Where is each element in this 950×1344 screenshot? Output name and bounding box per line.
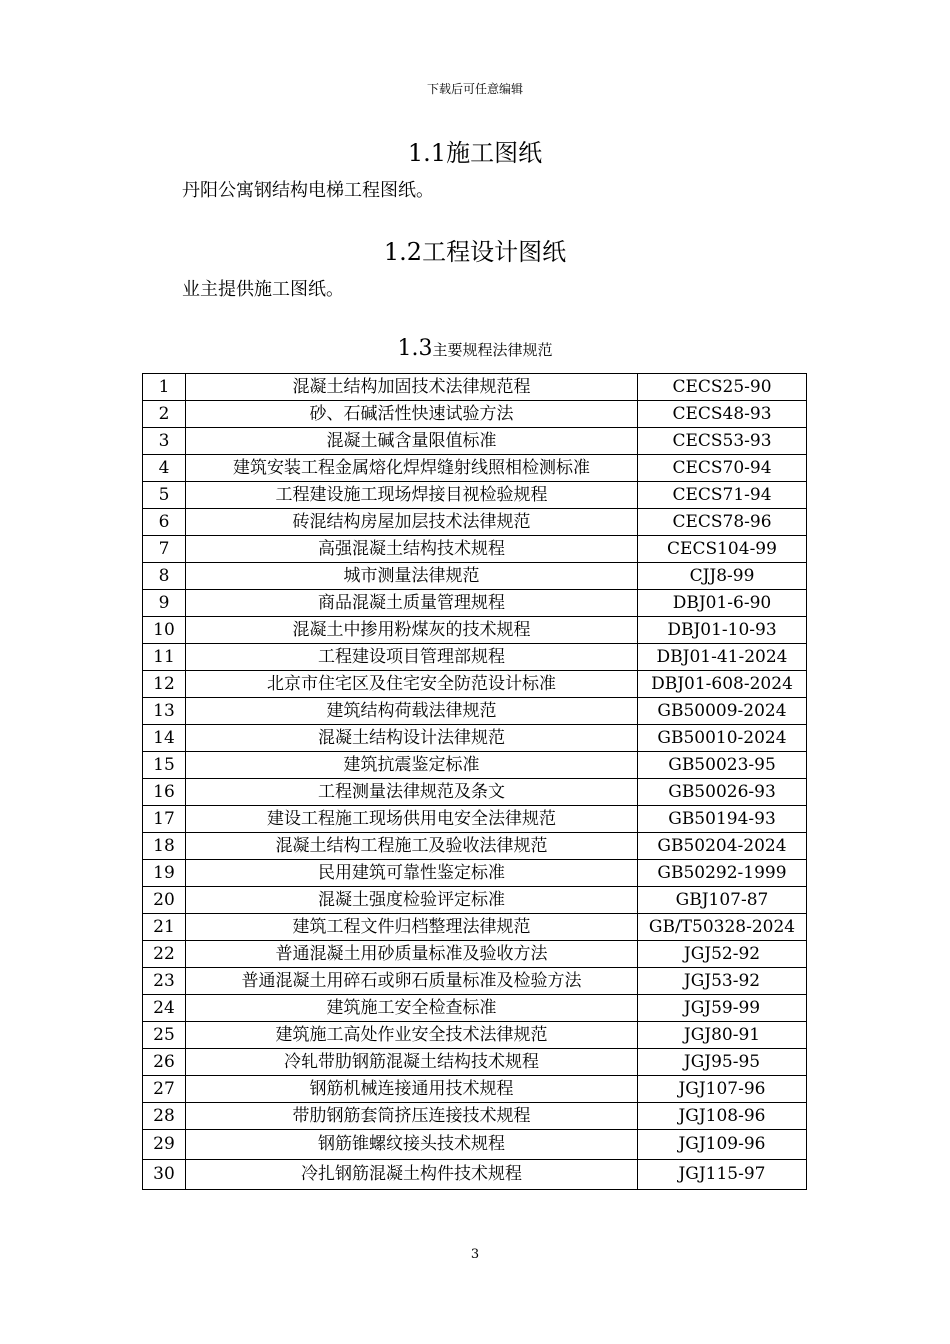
row-standard-code: CJJ8-99	[638, 563, 807, 590]
row-standard-name: 建筑施工高处作业安全技术法律规范	[186, 1022, 638, 1049]
row-standard-code: CECS70-94	[638, 455, 807, 482]
row-standard-name: 钢筋锥螺纹接头技术规程	[186, 1130, 638, 1160]
table-row	[143, 374, 807, 401]
row-standard-name: 混凝土中掺用粉煤灰的技术规程	[186, 617, 638, 644]
row-standard-name: 北京市住宅区及住宅安全防范设计标准	[186, 671, 638, 698]
row-index: 15	[143, 752, 186, 779]
table-row	[143, 1022, 807, 1049]
row-standard-code: GB50023-95	[638, 752, 807, 779]
row-standard-code: CECS71-94	[638, 482, 807, 509]
section-heading-1-1: 1.1施工图纸	[407, 139, 543, 167]
row-standard-code: GB50292-1999	[638, 860, 807, 887]
row-standard-code: JGJ107-96	[638, 1076, 807, 1103]
table-row	[143, 806, 807, 833]
standards-table-body	[143, 374, 807, 1190]
row-standard-name: 混凝土结构设计法律规范	[186, 725, 638, 752]
table-row	[143, 644, 807, 671]
table-title-number: 1.3	[397, 336, 433, 361]
row-standard-name: 混凝土结构工程施工及验收法律规范	[186, 833, 638, 860]
row-index: 1	[143, 374, 186, 401]
row-index: 16	[143, 779, 186, 806]
row-index: 30	[143, 1160, 186, 1190]
row-standard-code: DBJ01-608-2024	[638, 671, 807, 698]
row-standard-code: DBJ01-10-93	[638, 617, 807, 644]
row-standard-code: JGJ80-91	[638, 1022, 807, 1049]
row-standard-code: GBJ107-87	[638, 887, 807, 914]
row-standard-code: DBJ01-41-2024	[638, 644, 807, 671]
row-standard-code: CECS48-93	[638, 401, 807, 428]
table-row	[143, 860, 807, 887]
header-note: 下载后可任意编辑	[426, 82, 523, 96]
table-row	[143, 428, 807, 455]
row-standard-name: 混凝土结构加固技术法律规范程	[186, 374, 638, 401]
table-row	[143, 455, 807, 482]
row-standard-name: 城市测量法律规范	[186, 563, 638, 590]
row-index: 6	[143, 509, 186, 536]
row-index: 21	[143, 914, 186, 941]
section-body-1-1: 丹阳公寓钢结构电梯工程图纸。	[182, 180, 434, 201]
row-index: 5	[143, 482, 186, 509]
row-standard-name: 工程建设项目管理部规程	[186, 644, 638, 671]
table-row	[143, 482, 807, 509]
table-title-text: 主要规程法律规范	[432, 341, 553, 359]
row-standard-name: 普通混凝土用砂质量标准及验收方法	[186, 941, 638, 968]
row-standard-code: GB50010-2024	[638, 725, 807, 752]
table-row	[143, 617, 807, 644]
row-standard-code: GB50204-2024	[638, 833, 807, 860]
row-standard-name: 建设工程施工现场供用电安全法律规范	[186, 806, 638, 833]
table-row	[143, 887, 807, 914]
page-number: 3	[470, 1247, 480, 1262]
row-index: 29	[143, 1130, 186, 1160]
row-standard-name: 建筑工程文件归档整理法律规范	[186, 914, 638, 941]
table-row	[143, 941, 807, 968]
row-standard-name: 砖混结构房屋加层技术法律规范	[186, 509, 638, 536]
table-row	[143, 779, 807, 806]
row-index: 23	[143, 968, 186, 995]
row-standard-name: 带肋钢筋套筒挤压连接技术规程	[186, 1103, 638, 1130]
table-row	[143, 1103, 807, 1130]
row-standard-code: DBJ01-6-90	[638, 590, 807, 617]
row-standard-code: JGJ53-92	[638, 968, 807, 995]
table-row	[143, 563, 807, 590]
row-standard-code: JGJ95-95	[638, 1049, 807, 1076]
table-row	[143, 725, 807, 752]
row-standard-code: GB/T50328-2024	[638, 914, 807, 941]
table-row	[143, 536, 807, 563]
row-standard-code: CECS53-93	[638, 428, 807, 455]
row-index: 4	[143, 455, 186, 482]
row-standard-code: JGJ109-96	[638, 1130, 807, 1160]
row-index: 20	[143, 887, 186, 914]
table-row	[143, 1076, 807, 1103]
row-standard-name: 建筑抗震鉴定标准	[186, 752, 638, 779]
row-index: 14	[143, 725, 186, 752]
row-index: 28	[143, 1103, 186, 1130]
row-index: 2	[143, 401, 186, 428]
row-index: 12	[143, 671, 186, 698]
table-row	[143, 1049, 807, 1076]
row-standard-name: 工程建设施工现场焊接目视检验规程	[186, 482, 638, 509]
row-standard-name: 普通混凝土用碎石或卵石质量标准及检验方法	[186, 968, 638, 995]
row-standard-code: GB50026-93	[638, 779, 807, 806]
row-standard-code: CECS78-96	[638, 509, 807, 536]
table-row	[143, 833, 807, 860]
row-index: 17	[143, 806, 186, 833]
row-standard-name: 民用建筑可靠性鉴定标准	[186, 860, 638, 887]
standards-table	[142, 373, 807, 1190]
row-index: 26	[143, 1049, 186, 1076]
section-heading-1-2: 1.2工程设计图纸	[383, 238, 567, 266]
table-row	[143, 590, 807, 617]
row-standard-name: 冷扎钢筋混凝土构件技术规程	[186, 1160, 638, 1190]
row-standard-name: 建筑安装工程金属熔化焊焊缝射线照相检测标准	[186, 455, 638, 482]
row-standard-name: 砂、石碱活性快速试验方法	[186, 401, 638, 428]
row-index: 7	[143, 536, 186, 563]
row-standard-name: 商品混凝土质量管理规程	[186, 590, 638, 617]
row-index: 25	[143, 1022, 186, 1049]
row-index: 9	[143, 590, 186, 617]
row-standard-code: CECS104-99	[638, 536, 807, 563]
table-title	[0, 336, 950, 361]
row-standard-name: 混凝土强度检验评定标准	[186, 887, 638, 914]
row-index: 19	[143, 860, 186, 887]
row-standard-name: 钢筋机械连接通用技术规程	[186, 1076, 638, 1103]
row-standard-name: 建筑结构荷载法律规范	[186, 698, 638, 725]
row-standard-name: 高强混凝土结构技术规程	[186, 536, 638, 563]
table-row	[143, 401, 807, 428]
row-standard-code: JGJ52-92	[638, 941, 807, 968]
table-row	[143, 698, 807, 725]
row-standard-code: JGJ59-99	[638, 995, 807, 1022]
table-row	[143, 1160, 807, 1190]
row-standard-code: CECS25-90	[638, 374, 807, 401]
table-row	[143, 671, 807, 698]
row-standard-name: 建筑施工安全检查标准	[186, 995, 638, 1022]
row-index: 8	[143, 563, 186, 590]
row-standard-name: 混凝土碱含量限值标准	[186, 428, 638, 455]
row-index: 18	[143, 833, 186, 860]
row-index: 13	[143, 698, 186, 725]
row-index: 27	[143, 1076, 186, 1103]
row-index: 22	[143, 941, 186, 968]
row-index: 24	[143, 995, 186, 1022]
row-index: 3	[143, 428, 186, 455]
row-standard-code: GB50009-2024	[638, 698, 807, 725]
row-standard-name: 冷轧带肋钢筋混凝土结构技术规程	[186, 1049, 638, 1076]
row-standard-code: JGJ115-97	[638, 1160, 807, 1190]
table-row	[143, 995, 807, 1022]
table-row	[143, 509, 807, 536]
row-index: 10	[143, 617, 186, 644]
row-standard-name: 工程测量法律规范及条文	[186, 779, 638, 806]
table-row	[143, 752, 807, 779]
table-row	[143, 914, 807, 941]
section-body-1-2: 业主提供施工图纸。	[182, 279, 344, 300]
row-standard-code: GB50194-93	[638, 806, 807, 833]
row-standard-code: JGJ108-96	[638, 1103, 807, 1130]
table-row	[143, 1130, 807, 1160]
row-index: 11	[143, 644, 186, 671]
table-row	[143, 968, 807, 995]
